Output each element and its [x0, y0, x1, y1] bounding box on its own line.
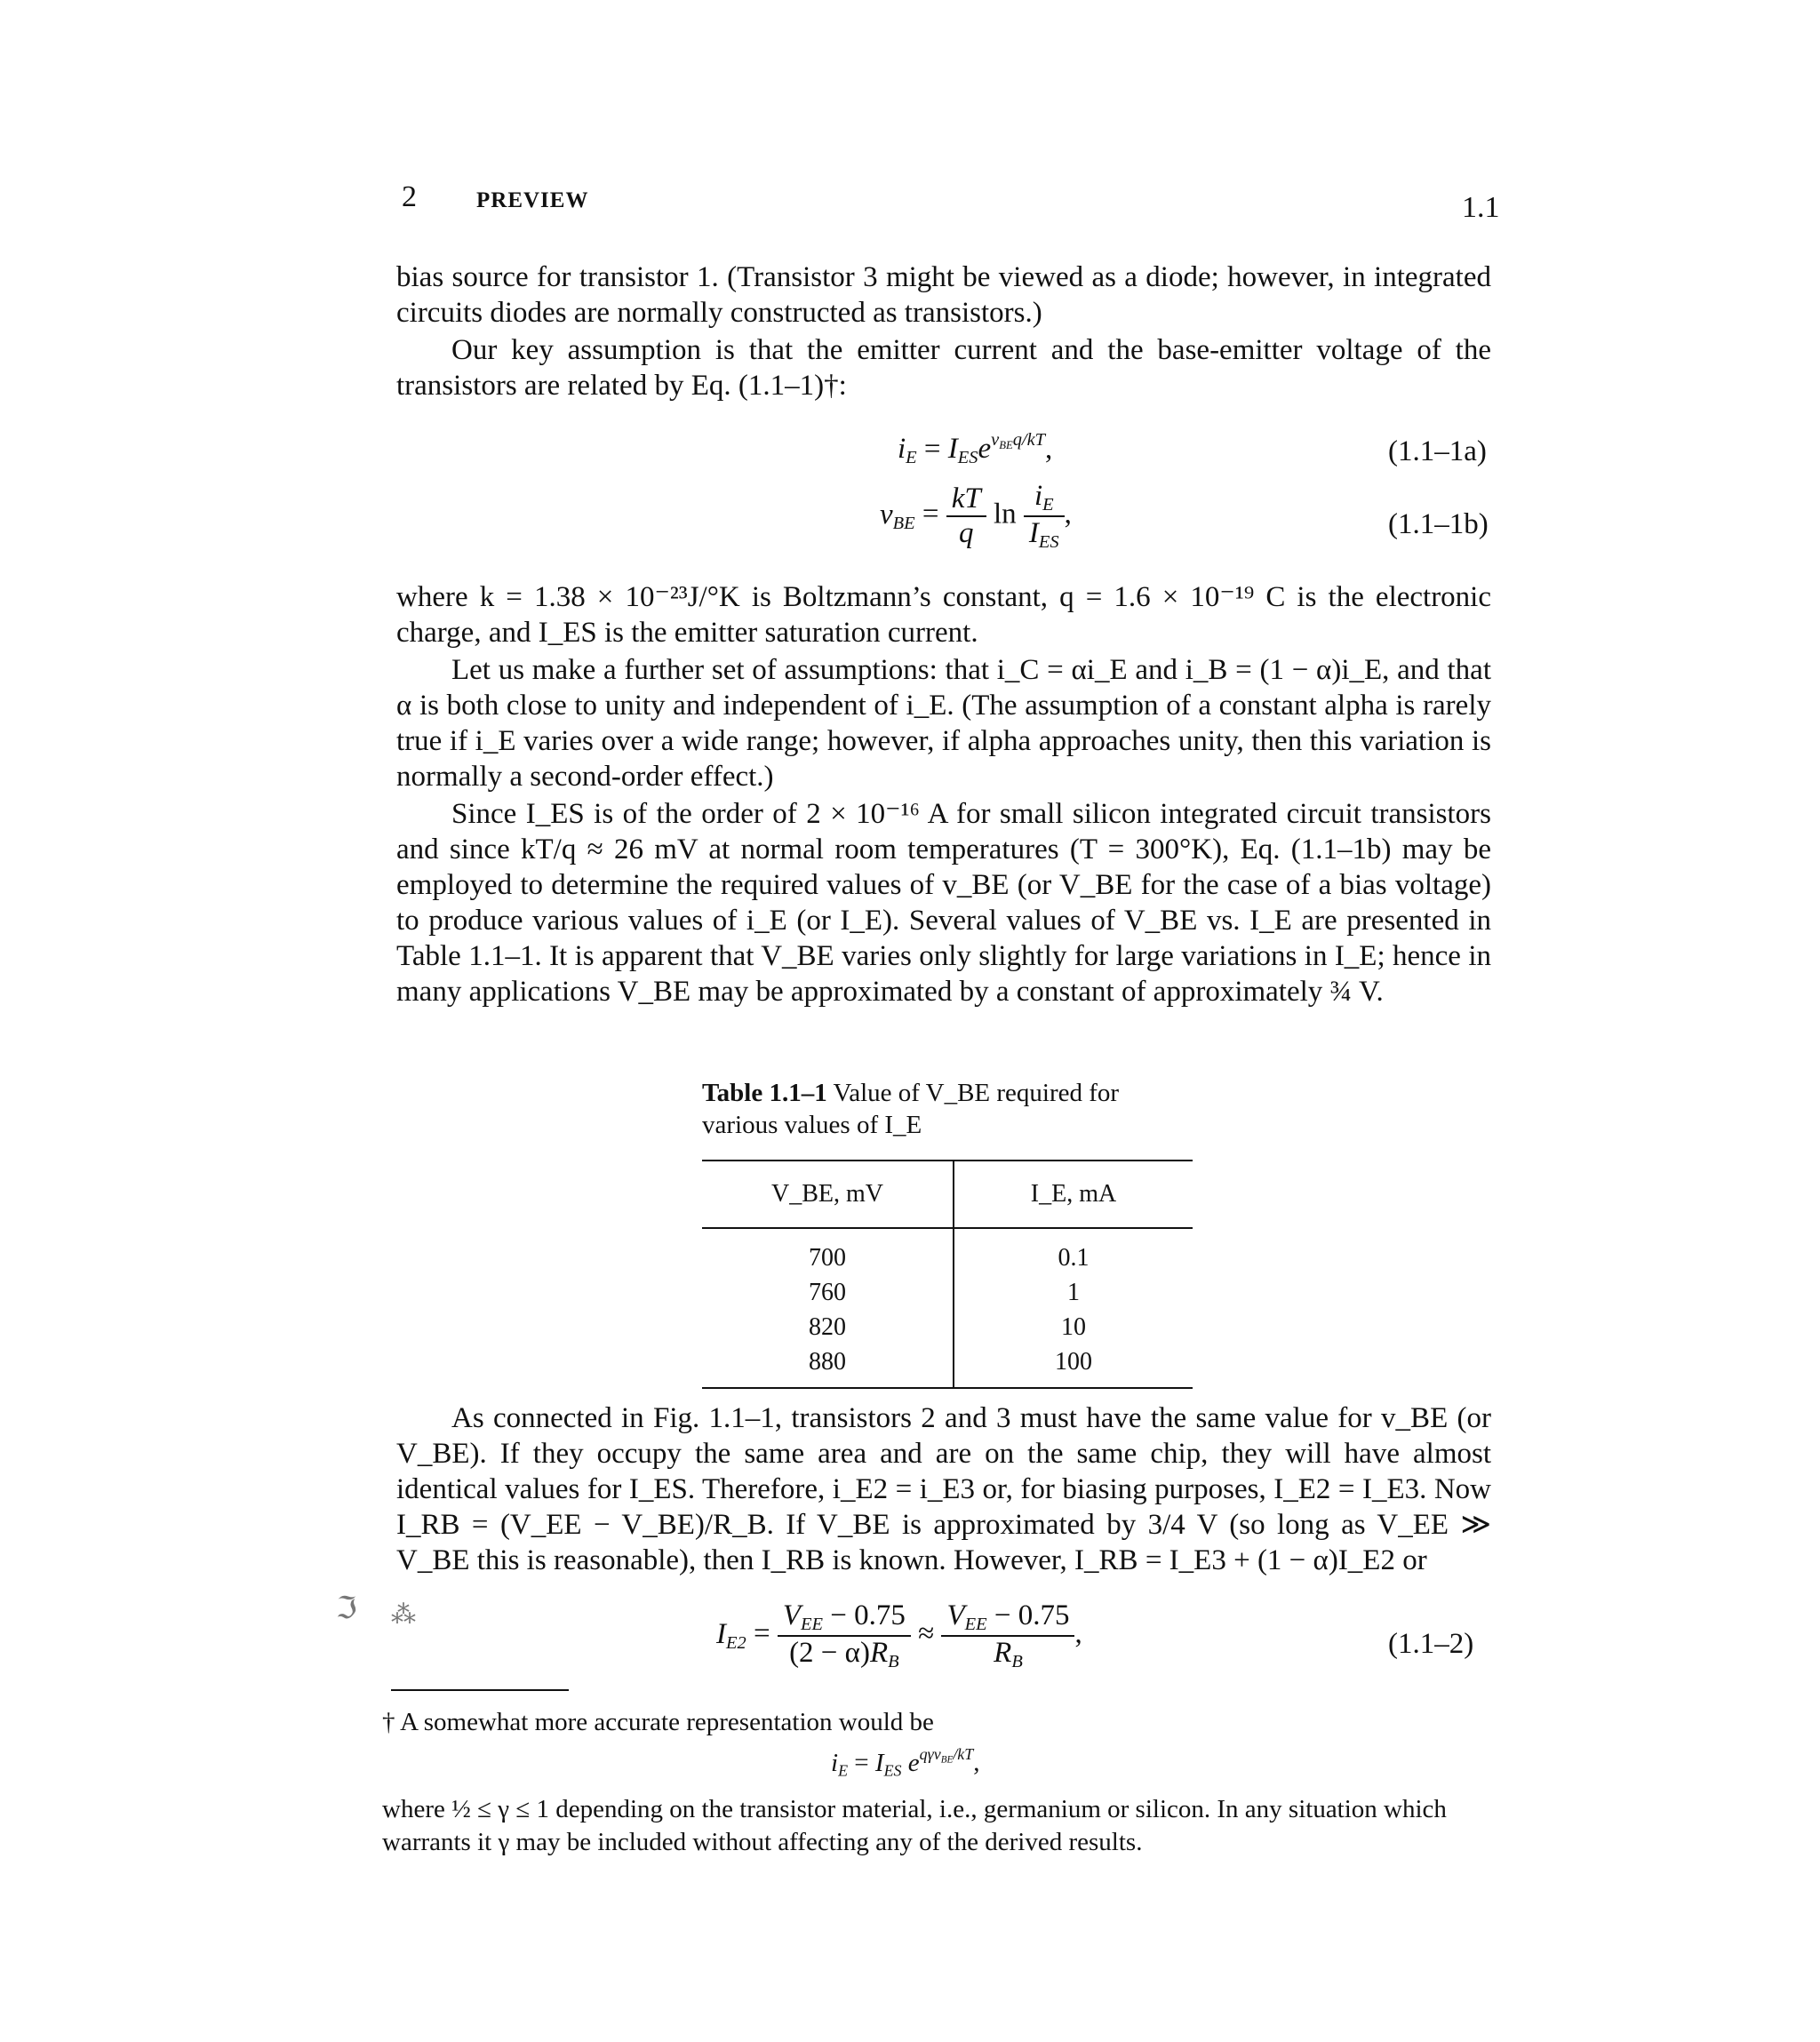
table-caption — [702, 1077, 1200, 1141]
footnote-line-2: where ½ ≤ γ ≤ 1 depending on the transistor material, i.e., germanium or silicon. In any situation which warrants it γ may be included without affecting any of the derived results. — [382, 1795, 1447, 1856]
table-cell: 1 — [1067, 1278, 1080, 1306]
table-cell: 100 — [954, 1344, 1193, 1388]
equation-1-1a-label: (1.1–1a) — [1388, 435, 1487, 467]
vbe-table — [702, 1160, 1193, 1389]
equation-1-1-2-label: (1.1–2) — [1388, 1628, 1474, 1660]
margin-mark: ⁂ — [391, 1601, 416, 1629]
footnote-line-1: † A somewhat more accurate representation would be — [382, 1708, 934, 1736]
table-cell: 760 — [702, 1275, 954, 1310]
equation-1-1b-label: (1.1–1b) — [1388, 508, 1489, 540]
section-number: 1.1 — [1462, 191, 1500, 224]
running-head: PREVIEW — [476, 188, 589, 212]
table-cell: 10 — [1061, 1312, 1086, 1341]
margin-mark: ℑ — [336, 1592, 357, 1625]
equation-1-1a: $i_E = I_{ES}e^{v_{BE}q/kT}$, — [898, 430, 1053, 468]
table-row — [702, 1275, 1193, 1310]
table-header-vbe: V_BE, mV — [702, 1161, 954, 1228]
table-cell: 880 — [702, 1344, 954, 1388]
table-caption-text: Value of V_BE required for various values of I_E — [702, 1079, 1120, 1139]
table-row — [702, 1310, 1193, 1344]
equation-1-1b: $v_{BE}$ = $\frac{kT}{q}$ ln $\frac{i_E}{I_{ES}}$ , — [880, 480, 1072, 553]
table-header-row — [702, 1161, 1193, 1228]
table-caption-number: Table 1.1–1 — [702, 1079, 827, 1107]
paragraph-6: As connected in Fig. 1.1–1, transistors 2 and 3 must have the same value for v_BE (or V_BE). If they occupy the same area and are on the same chip, they will have almost identical values for I_ES. Therefore, i_E2 = i_E3 or, for biasing purposes, I_E2 = I_E3. Now I_RB = (V_EE − V_BE)/R_B. If V_BE is approximated by 3/4 V (so long as V_EE ≫ V_BE this is reasonable), then I_RB is known. However, I_RB = I_E3 + (1 − α)I_E2 or — [396, 1402, 1491, 1576]
paragraph-3: where k = 1.38 × 10⁻²³J/°K is Boltzmann’s constant, q = 1.6 × 10⁻¹⁹ C is the electronic charge, and I_ES is the emitter saturation current. — [396, 581, 1491, 649]
table-cell: 820 — [702, 1310, 954, 1344]
table-row — [702, 1228, 1193, 1275]
equation-1-1-2: $I_{E2}$ = $\frac{V_{EE} - 0.75}{(2 - \alpha)R_B}$ ≈ $\frac{V_{EE} - 0.75}{R_B}$ , — [716, 1599, 1082, 1672]
footnote-equation: $i_E = I_{ES}$ $e^{q\gamma v_{BE}/kT}$, — [831, 1745, 980, 1779]
paragraph-2: Our key assumption is that the emitter current and the base-emitter voltage of the transistors are related by Eq. (1.1–1)†: — [396, 334, 1491, 402]
table-row — [702, 1344, 1193, 1388]
footnote-rule — [391, 1689, 569, 1691]
paragraph-1: bias source for transistor 1. (Transistor 3 might be viewed as a diode; however, in integrated circuits diodes are normally constructed as transistors.) — [396, 261, 1491, 329]
table-cell: 700 — [702, 1228, 954, 1275]
table-header-ie: I_E, mA — [954, 1161, 1193, 1228]
page-number: 2 — [402, 180, 417, 213]
paragraph-5: Since I_ES is of the order of 2 × 10⁻¹⁶ A for small silicon integrated circuit transistors and since kT/q ≈ 26 mV at normal room temperatures (T = 300°K), Eq. (1.1–1b) may be employed to determine the required values of v_BE (or V_BE for the case of a bias voltage) to produce various values of i_E (or I_E). Several values of V_BE vs. I_E are presented in Table 1.1–1. It is apparent that V_BE varies only slightly for large variations in I_E; hence in many applications V_BE may be approximated by a constant of approximately ¾ V. — [396, 798, 1491, 1008]
table-cell: 0.1 — [1058, 1243, 1090, 1272]
paragraph-4: Let us make a further set of assumptions: that i_C = αi_E and i_B = (1 − α)i_E, and that α is both close to unity and independent of i_E. (The assumption of a constant alpha is rarely true if i_E varies over a wide range; however, if alpha approaches unity, then this variation is normally a second-order effect.) — [396, 654, 1491, 793]
